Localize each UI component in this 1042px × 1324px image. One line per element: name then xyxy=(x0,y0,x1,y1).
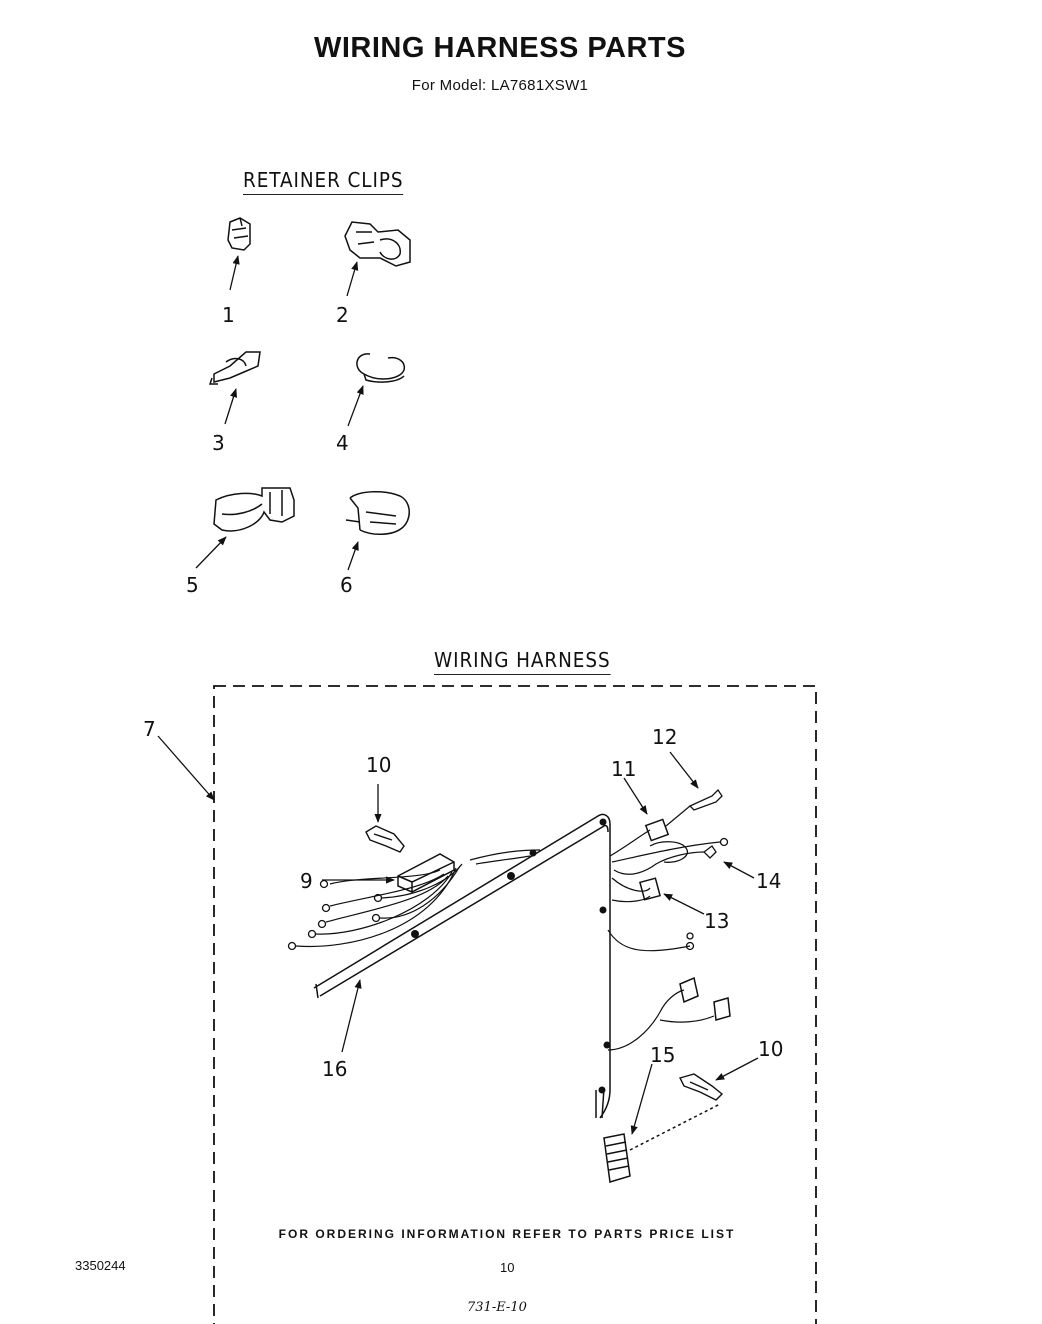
clip-1 xyxy=(228,218,250,250)
arrow-10-lower xyxy=(716,1058,758,1080)
harness-main-trunk xyxy=(314,814,610,1118)
callout-10-upper: 10 xyxy=(366,753,392,777)
arrow-7 xyxy=(158,736,214,800)
arrow-5 xyxy=(196,537,226,568)
clip-2 xyxy=(345,222,410,266)
section-title-retainer-clips: RETAINER CLIPS xyxy=(243,168,403,195)
lower-connectors xyxy=(680,978,730,1020)
callout-2: 2 xyxy=(336,303,349,327)
callout-13: 13 xyxy=(704,909,730,933)
section-title-wiring-harness: WIRING HARNESS xyxy=(434,648,611,675)
callout-5: 5 xyxy=(186,573,199,597)
callout-11: 11 xyxy=(611,757,637,781)
clip-5 xyxy=(214,488,294,531)
callout-4: 4 xyxy=(336,431,349,455)
page-number: 10 xyxy=(500,1260,515,1275)
arrow-14 xyxy=(724,862,754,878)
callout-3: 3 xyxy=(212,431,225,455)
callout-16: 16 xyxy=(322,1057,348,1081)
page-title: WIRING HARNESS PARTS xyxy=(314,32,686,64)
callout-7: 7 xyxy=(143,717,156,741)
clip-3 xyxy=(210,352,260,384)
terminal-10-upper xyxy=(366,826,404,852)
handwritten-note: 731-E-10 xyxy=(467,1300,527,1315)
terminal-10-lower xyxy=(680,1074,722,1100)
ordering-note: FOR ORDERING INFORMATION REFER TO PARTS PRICE LIST xyxy=(278,1227,736,1241)
arrow-1 xyxy=(230,256,238,290)
document-number: 3350244 xyxy=(75,1258,126,1273)
arrow-16 xyxy=(342,980,360,1052)
callout-14: 14 xyxy=(756,869,782,893)
arrow-3 xyxy=(225,389,236,424)
arrow-11 xyxy=(624,778,647,814)
arrow-13 xyxy=(664,894,704,914)
arrow-4 xyxy=(348,386,363,426)
callout-6: 6 xyxy=(340,573,353,597)
callout-15: 15 xyxy=(650,1043,676,1067)
model-subtitle: For Model: LA7681XSW1 xyxy=(411,77,589,94)
callout-12: 12 xyxy=(652,725,678,749)
clip-4 xyxy=(357,354,404,382)
callout-10-lower: 10 xyxy=(758,1037,784,1061)
arrow-6 xyxy=(348,542,358,570)
clip-6 xyxy=(346,492,409,535)
harness-wraps xyxy=(411,819,611,1094)
callout-9: 9 xyxy=(300,869,313,893)
arrow-12 xyxy=(670,752,698,788)
terminal-block-15 xyxy=(604,1104,720,1182)
callout-1: 1 xyxy=(222,303,235,327)
arrow-15 xyxy=(632,1064,652,1134)
arrow-2 xyxy=(347,262,357,296)
